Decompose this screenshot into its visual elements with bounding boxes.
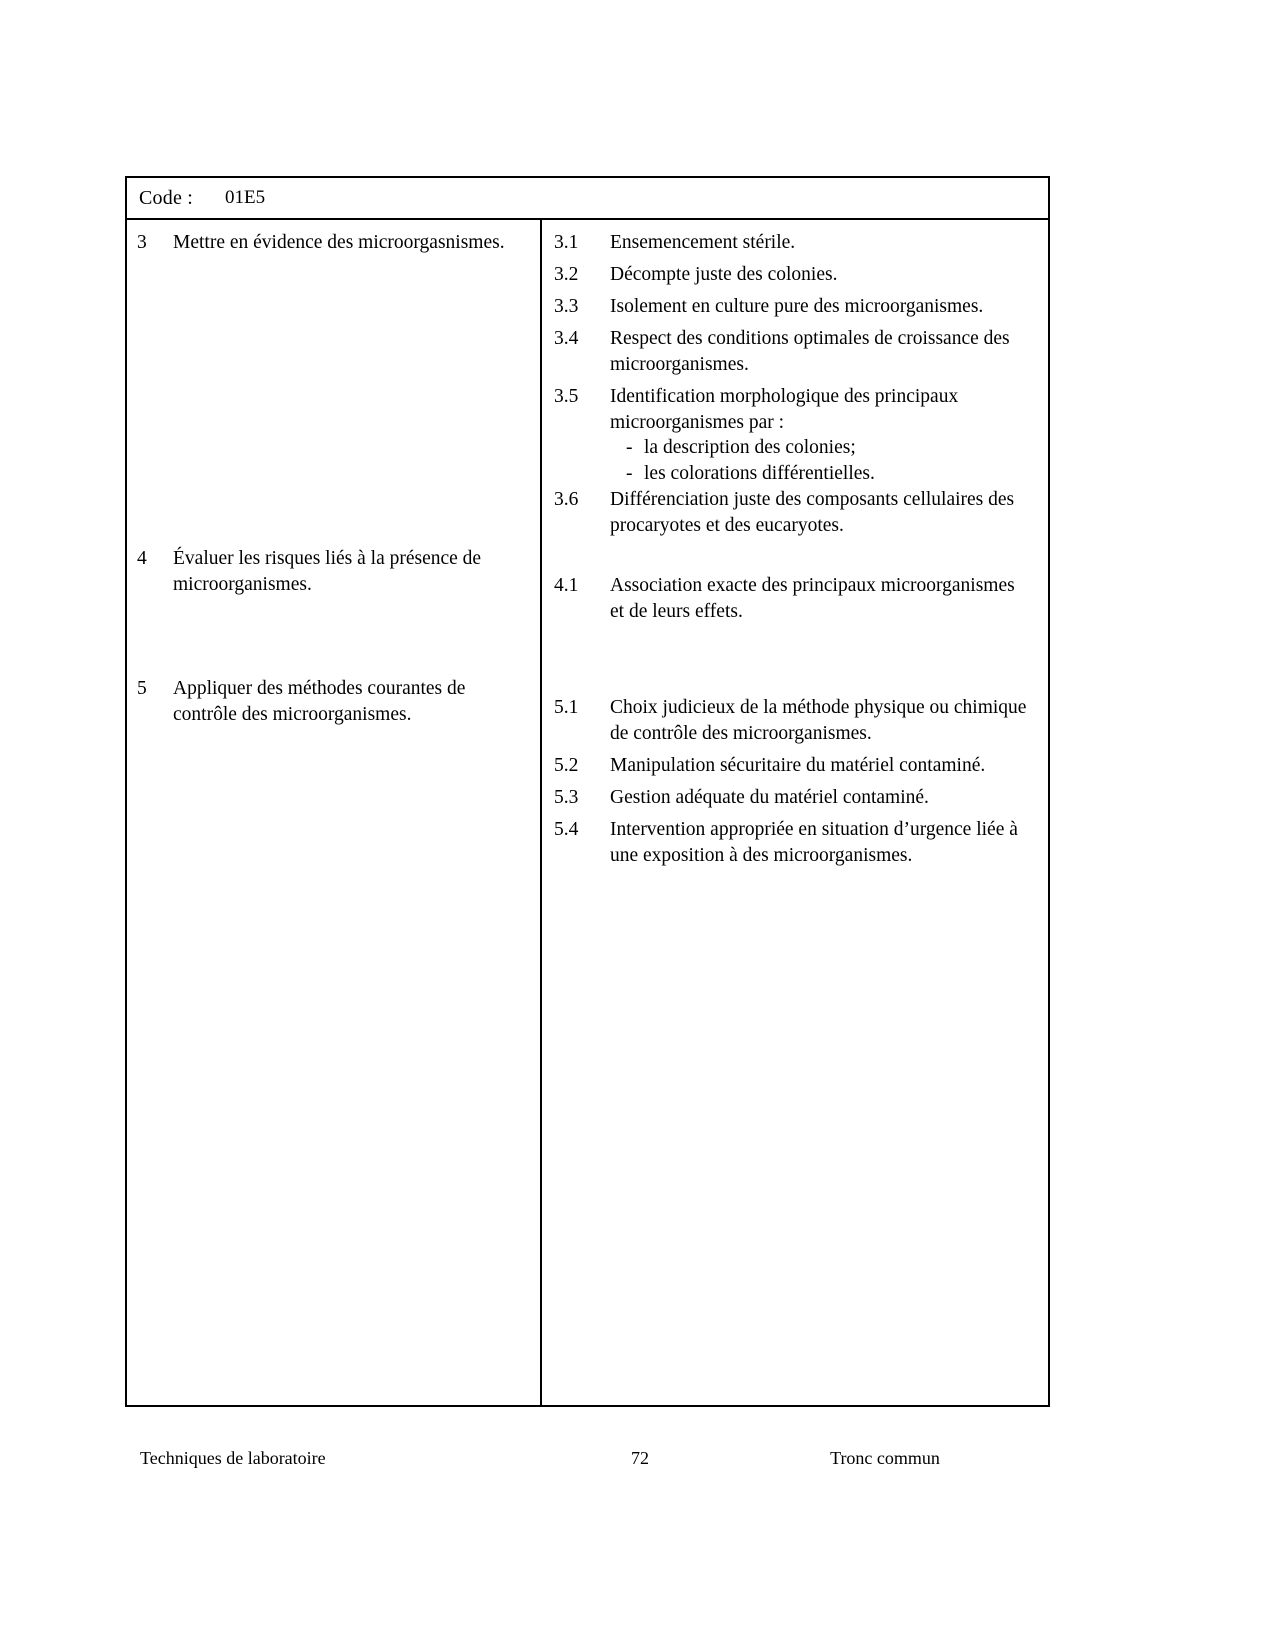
competency-item [137,546,526,598]
criterion-number: 3.5 [554,385,579,407]
sublist-item [610,461,1032,487]
criterion-item [554,817,1032,869]
table-body-row [127,220,1048,1405]
competency-text: Évaluer les risques liés à la présence de microorganismes. [173,547,482,595]
competency-text: Appliquer des méthodes courantes de contrôle des microorganismes. [173,677,466,725]
competencies-column [127,220,542,1405]
competency-item [137,230,526,256]
code-value: 01E5 [224,187,266,208]
criterion-number: 3.1 [554,232,579,253]
criterion-number: 3.4 [554,327,579,349]
criterion-text: Identification morphologique des principaux microorganismes par : [610,385,959,433]
criterion-text: Gestion adéquate du matériel contaminé. [610,786,929,808]
criterion-text: Ensemencement stérile. [610,232,796,253]
criterion-text: Manipulation sécuritaire du matériel contaminé. [610,754,986,776]
criterion-number: 3.2 [554,263,579,285]
code-label: Code : [139,186,193,209]
criterion-item [554,785,1032,811]
criterion-text: Intervention appropriée en situation d’urgence liée à une exposition à des microorganismes. [610,818,1018,866]
criterion-text: Isolement en culture pure des microorganismes. [610,295,984,317]
criterion-item [554,487,1032,539]
criterion-number: 5.1 [554,696,579,718]
sublist-item [610,435,1032,461]
criterion-text: Association exacte des principaux microorganismes et de leurs effets. [610,575,1015,623]
criterion-number: 3.3 [554,295,579,317]
page-footer [125,1448,1050,1469]
competency-number: 5 [137,677,147,699]
competency-number: 4 [137,547,147,569]
criterion-item [554,753,1032,779]
competency-item [137,676,526,728]
competency-number: 3 [137,232,147,253]
criterion-text: Différenciation juste des composants cellulaires des procaryotes et des eucaryotes. [610,489,1015,537]
criterion-item [554,573,1032,625]
dash-icon: - [626,437,633,459]
criterion-number: 5.3 [554,786,579,808]
criteria-column [542,220,1048,1405]
criterion-number: 4.1 [554,575,579,597]
competency-text: Mettre en évidence des microorgasnismes. [173,232,505,253]
competency-table [125,176,1050,1407]
footer-section: Tronc commun [830,1448,940,1468]
dash-icon: - [626,463,633,485]
criterion-item [554,294,1032,320]
sublist-text: la description des colonies; [644,437,856,459]
sublist-text: les colorations différentielles. [644,463,875,485]
code-row [127,178,1048,220]
criterion-item [554,695,1032,747]
criterion-item [554,262,1032,288]
criterion-item [554,230,1032,256]
footer-page-number: 72 [631,1448,649,1468]
criterion-sublist [610,435,1032,487]
criterion-number: 5.4 [554,818,579,840]
criterion-text: Choix judicieux de la méthode physique ou chimique de contrôle des microorganismes. [610,696,1027,744]
criterion-text: Respect des conditions optimales de croissance des microorganismes. [610,327,1010,375]
criterion-number: 3.6 [554,489,579,511]
footer-program: Techniques de laboratoire [140,1448,326,1468]
criterion-item [554,384,1032,488]
criterion-item [554,326,1032,378]
criterion-number: 5.2 [554,754,579,776]
criterion-text: Décompte juste des colonies. [610,263,838,285]
